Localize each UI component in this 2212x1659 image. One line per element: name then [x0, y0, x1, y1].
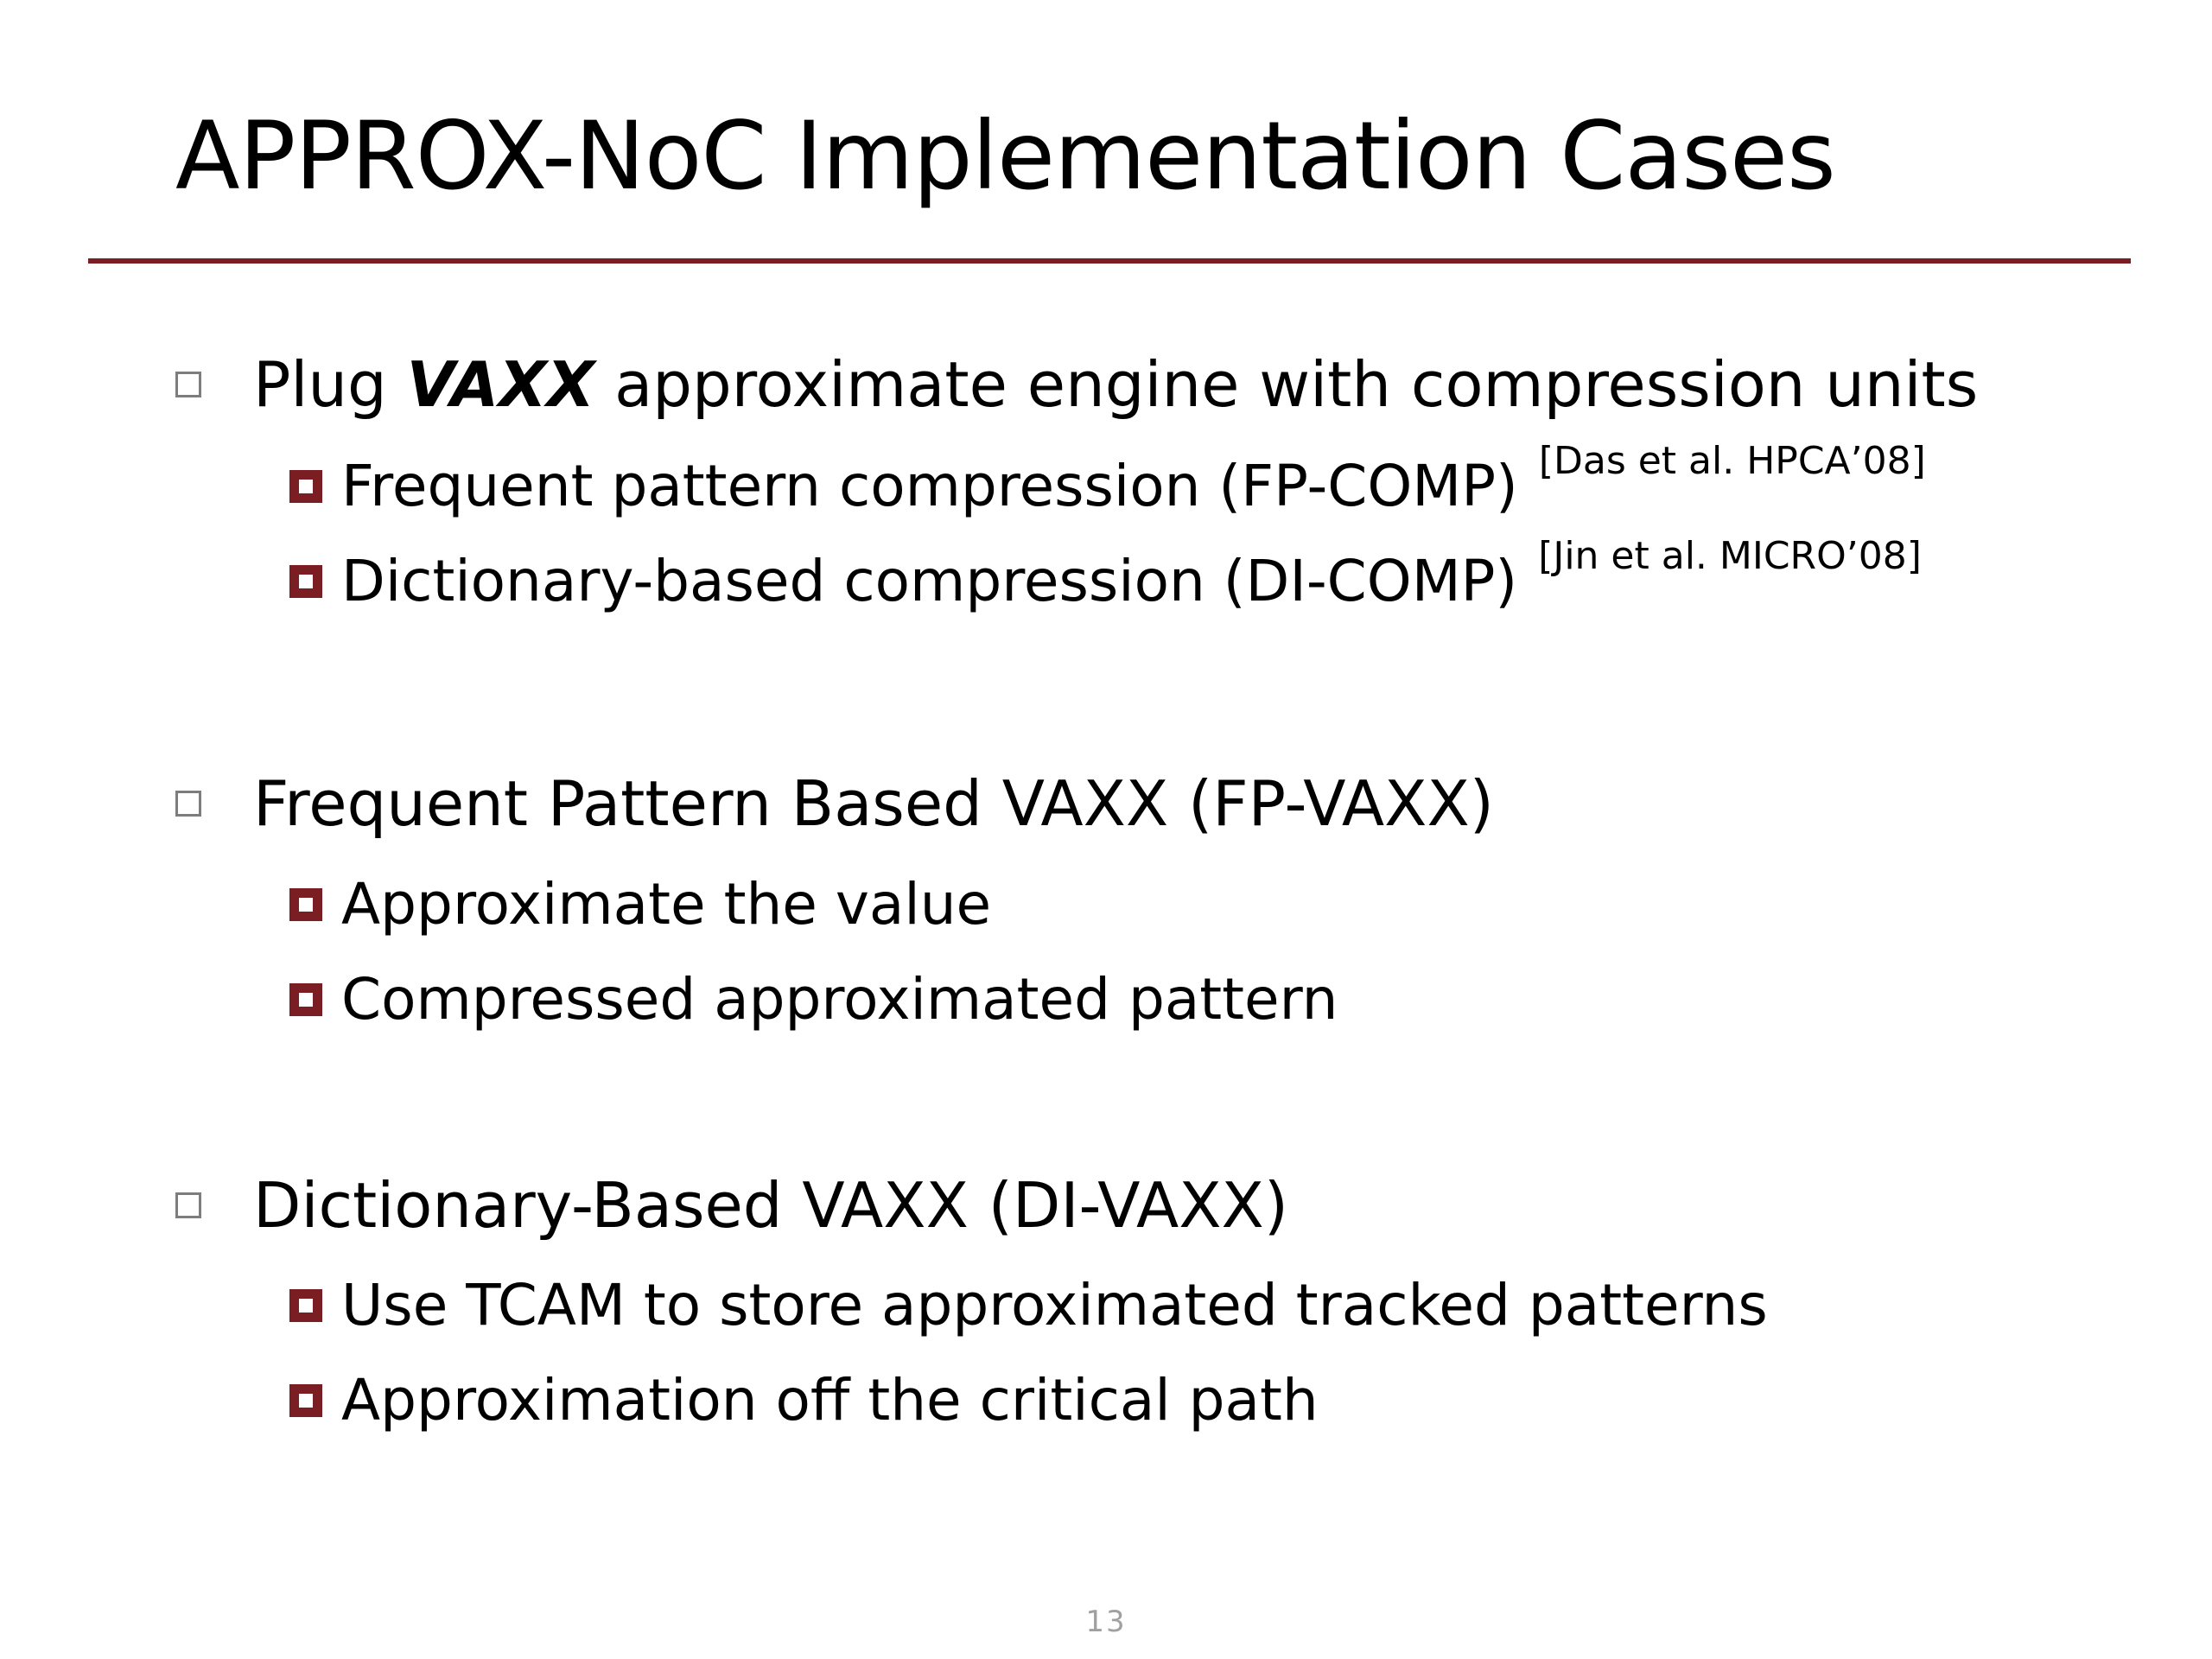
citation: [Das et al. HPCA’08] — [1538, 438, 1926, 483]
filled-square-bullet-icon — [289, 1289, 322, 1322]
filled-square-bullet-icon — [289, 565, 322, 598]
filled-square-bullet-icon — [289, 1384, 322, 1417]
filled-square-bullet-icon — [289, 983, 322, 1016]
sub-bullet-fp-comp — [289, 438, 1926, 525]
bullet-plug-vaxx — [175, 341, 1978, 428]
sub-bullet-approximate-value — [289, 866, 991, 944]
sub-bullet-text: Use TCAM to store approximated tracked patterns — [341, 1272, 1768, 1338]
bullet-text: Frequent Pattern Based VAXX (FP-VAXX) — [253, 767, 1494, 840]
sub-bullet-text: Approximation off the critical path — [341, 1367, 1319, 1433]
sub-bullet-text: Approximate the value — [341, 871, 992, 938]
hollow-square-icon — [175, 372, 201, 397]
sub-bullet-tcam — [289, 1267, 1768, 1344]
sub-bullet-text: Dictionary-based compression (DI-COMP) — [341, 548, 1518, 614]
sub-bullet-text: Frequent pattern compression (FP-COMP) — [341, 453, 1518, 519]
sub-bullet-compressed-pattern — [289, 961, 1338, 1039]
hollow-square-icon — [175, 1192, 201, 1218]
page-number: 13 — [1085, 1605, 1127, 1639]
bullet-fp-vaxx — [175, 760, 1494, 847]
filled-square-bullet-icon — [289, 470, 322, 503]
bullet-suffix: approximate engine with compression units — [594, 348, 1979, 421]
title-divider — [88, 258, 2131, 264]
bullet-di-vaxx — [175, 1162, 1288, 1249]
bullet-text — [253, 348, 1979, 421]
hollow-square-icon — [175, 791, 201, 817]
sub-bullet-text: Compressed approximated pattern — [341, 966, 1338, 1033]
bullet-emphasis: VAXX — [406, 348, 595, 421]
bullet-text: Dictionary-Based VAXX (DI-VAXX) — [253, 1169, 1288, 1242]
bullet-prefix: Plug — [253, 348, 407, 421]
filled-square-bullet-icon — [289, 888, 322, 921]
sub-bullet-di-comp — [289, 533, 1922, 620]
sub-bullet-critical-path — [289, 1362, 1319, 1440]
citation: [Jin et al. MICRO’08] — [1538, 533, 1922, 578]
slide-title: APPROX-NoC Implementation Cases — [175, 101, 1835, 211]
